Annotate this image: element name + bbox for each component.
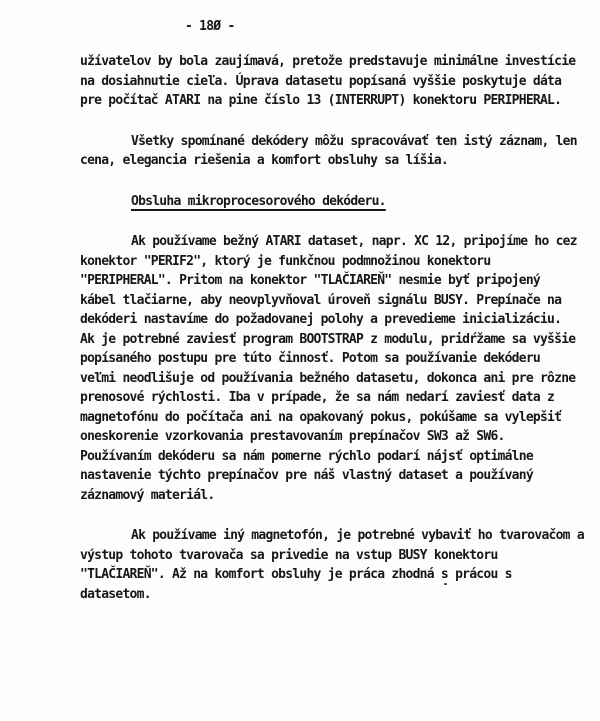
text-line: Ak používame bežný ATARI dataset, napr. XC 12, pripojíme ho cez: [131, 234, 577, 249]
scan-speck: [444, 583, 447, 585]
text-line: Ak používame iný magnetofón, je potrebné vybaviť ho tvarovačom a: [131, 528, 584, 543]
text-line: Všetky spomínané dekódery môžu spracovávať ten istý záznam, len: [131, 133, 577, 149]
paragraph-other-recorder: [80, 526, 584, 604]
text-line: cena, elegancia riešenia a komfort obsluhy sa líšia.: [80, 153, 448, 168]
text-line: výstup tohoto tvarovača sa privedie na vstup BUSY konektoru: [80, 547, 498, 563]
text-line: záznamový materiál.: [80, 487, 215, 503]
text-line: veľmi neodlišuje od používania bežného datasetu, dokonca ani pre rôzne: [80, 370, 576, 386]
paragraph-usage: [80, 232, 580, 505]
text-line: pre počítač ATARI na pine číslo 13 (INTERRUPT) konektoru PERIPHERAL.: [80, 93, 562, 108]
text-line: na dosiahnutie cieľa. Úprava datasetu popísaná vyššie poskytuje dáta: [80, 73, 562, 89]
text-line: datasetom.: [80, 586, 151, 602]
text-line: magnetofónu do počítača ani na opakovaný pokus, pokúšame sa vylepšiť: [80, 409, 562, 425]
paragraph-decoders: [80, 132, 580, 171]
text-line: konektor "PERIF2", ktorý je funkčnou podmnožinou konektoru: [80, 253, 491, 269]
text-line: popísaného postupu pre túto činnosť. Potom sa používanie dekóderu: [80, 351, 540, 366]
text-line: Ak je potrebné zaviesť program BOOTSTRAP z modulu, pridŕžame sa vyššie: [80, 331, 576, 347]
text-line: nastavenie týchto prepínačov pre náš vlastný dataset a používaný: [80, 468, 533, 483]
text-line: Používaním dekóderu sa nám pomerne rýchlo podarí nájsť optimálne: [80, 448, 533, 464]
page-number: - 18Ø -: [185, 19, 235, 34]
text-line: dekóderi nastavíme do požadovanej polohy a prevedieme inicializáciu.: [80, 312, 562, 327]
page-content: [80, 52, 584, 625]
text-line: "PERIPHERAL". Pritom na konektor "TLAČIAREŇ" nesmie byť pripojený: [80, 273, 540, 288]
text-line: "TLAČIAREŇ". Až na komfort obsluhy je práca zhodná s prácou s: [80, 567, 512, 582]
text-line: kábel tlačiarne, aby neovplyvňoval úroveň signálu BUSY. Prepínače na: [80, 292, 562, 308]
text-line: užívatelov by bola zaujímavá, pretože predstavuje minimálne investície: [80, 54, 576, 69]
text-line: prenosové rýchlosti. Iba v prípade, že sa nám nedarí zaviesť data z: [80, 390, 555, 405]
text-line: oneskorenie vzorkovania prestavovaním prepínačov SW3 až SW6.: [80, 429, 505, 444]
paragraph-intro: [80, 52, 580, 111]
section-heading: Obsluha mikroprocesorového dekóderu.: [131, 193, 386, 209]
